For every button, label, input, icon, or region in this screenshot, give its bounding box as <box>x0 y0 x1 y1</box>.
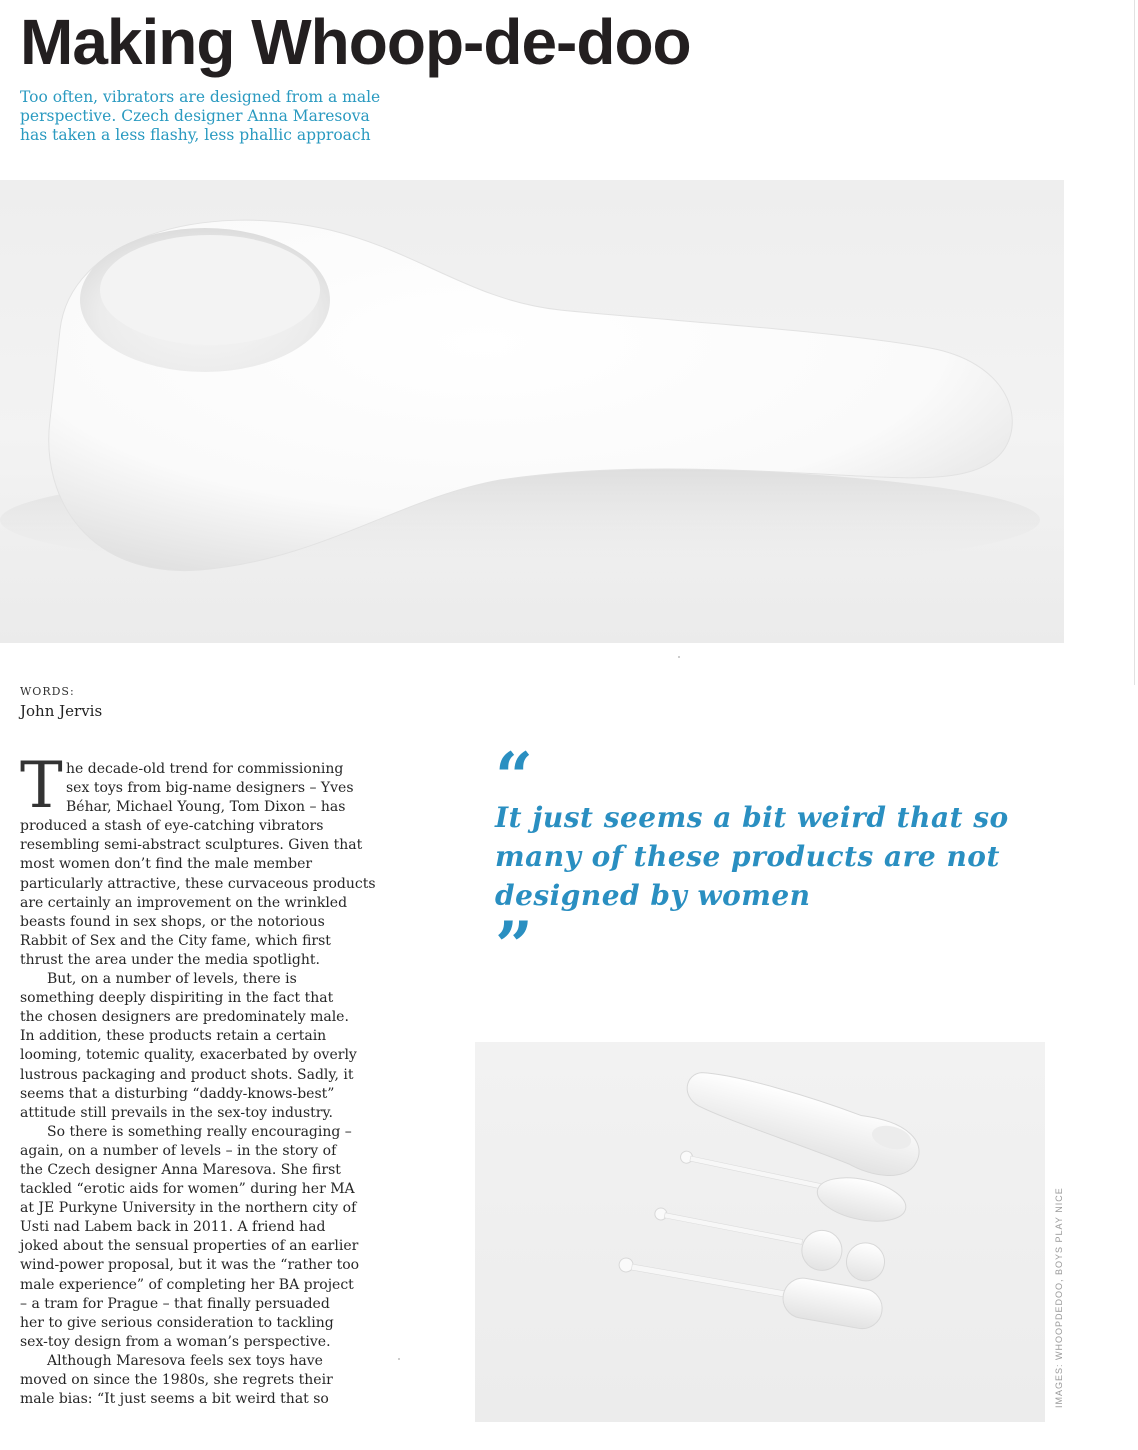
body-text-line: moved on since the 1980s, she regrets their <box>20 1372 333 1388</box>
author-name: John Jervis <box>20 702 103 720</box>
body-text-line: male experience” of completing her BA project <box>20 1276 354 1293</box>
article-title: Making Whoop-de-doo <box>20 6 691 78</box>
product-range-photo <box>475 1042 1045 1422</box>
body-text-line: at JE Purkyne University in the northern city of <box>20 1200 357 1217</box>
image-credit: IMAGES: WHOOPDEDOO, BOYS PLAY NICE <box>1054 1187 1064 1408</box>
body-text-line: Although Maresova feels sex toys have <box>47 1352 323 1369</box>
body-text-line: wind-power proposal, but it was the “rather too <box>20 1257 360 1274</box>
credit-label: WORDS: <box>20 685 75 698</box>
body-text-line: most women don’t find the male member <box>20 856 313 873</box>
body-text-line: joked about the sensual properties of an earlier <box>20 1238 359 1255</box>
close-quote-icon: ” <box>495 907 533 985</box>
standfirst-line: has taken a less flashy, less phallic approach <box>20 126 371 144</box>
body-text-line: beasts found in sex shops, or the notorious <box>20 913 325 930</box>
body-text-line: the Czech designer Anna Maresova. She first <box>20 1161 341 1178</box>
body-text-line: resembling semi-abstract sculptures. Given that <box>20 837 363 854</box>
body-text-line: male bias: “It just seems a bit weird that so <box>20 1391 329 1408</box>
white-spoon-vibrator-image <box>0 180 1064 643</box>
body-text-line: Rabbit of Sex and the City fame, which first <box>20 932 331 949</box>
body-text-line: Béhar, Michael Young, Tom Dixon – has <box>66 799 346 816</box>
pull-quote <box>495 738 1055 985</box>
body-text-line: sex-toy design from a woman’s perspective. <box>20 1333 331 1350</box>
open-quote-icon: “ <box>495 738 533 816</box>
body-text-line: looming, totemic quality, exacerbated by overly <box>20 1047 357 1064</box>
pull-quote-line: many of these products are not <box>495 840 1000 873</box>
standfirst <box>20 88 420 145</box>
body-text-line: tackled “erotic aids for women” during her MA <box>20 1181 355 1198</box>
hero-product-photo <box>0 180 1064 643</box>
body-text-line: particularly attractive, these curvaceous products <box>20 875 376 892</box>
body-text-line: her to give serious consideration to tackling <box>20 1314 334 1331</box>
standfirst-line: Too often, vibrators are designed from a male <box>20 88 381 106</box>
body-text-line: But, on a number of levels, there is <box>47 971 297 988</box>
body-text-line: attitude still prevails in the sex-toy industry. <box>20 1104 333 1121</box>
body-text-line: he decade-old trend for commissioning <box>66 761 344 777</box>
body-text-line: the chosen designers are predominately male. <box>20 1009 349 1026</box>
speck <box>398 1358 400 1360</box>
body-text-line: lustrous packaging and product shots. Sadly, it <box>20 1066 354 1083</box>
pull-quote-line: designed by women <box>495 879 811 912</box>
body-text-line: So there is something really encouraging – <box>47 1123 352 1140</box>
drop-cap: T <box>20 749 63 823</box>
page-edge-rule <box>1134 0 1135 685</box>
product-range-image <box>475 1042 1045 1422</box>
body-text-line: are certainly an improvement on the wrinkled <box>20 894 348 911</box>
body-text-line: seems that a disturbing “daddy-knows-best” <box>20 1085 335 1102</box>
body-text-column <box>20 760 385 1409</box>
body-text-line: something deeply dispiriting in the fact that <box>20 990 334 1007</box>
pull-quote-line: It just seems a bit weird that so <box>495 801 1009 834</box>
speck <box>678 656 680 658</box>
body-text-line: In addition, these products retain a certain <box>20 1028 327 1045</box>
body-text-line: sex toys from big-name designers – Yves <box>66 780 354 797</box>
body-text-line: – a tram for Prague – that finally persuaded <box>20 1295 330 1312</box>
body-text-line: produced a stash of eye-catching vibrators <box>20 818 324 835</box>
body-text-line: thrust the area under the media spotlight. <box>20 951 320 968</box>
standfirst-line: perspective. Czech designer Anna Maresova <box>20 107 370 125</box>
body-text-line: again, on a number of levels – in the story of <box>20 1142 337 1159</box>
body-text-line: Usti nad Labem back in 2011. A friend had <box>20 1219 326 1236</box>
